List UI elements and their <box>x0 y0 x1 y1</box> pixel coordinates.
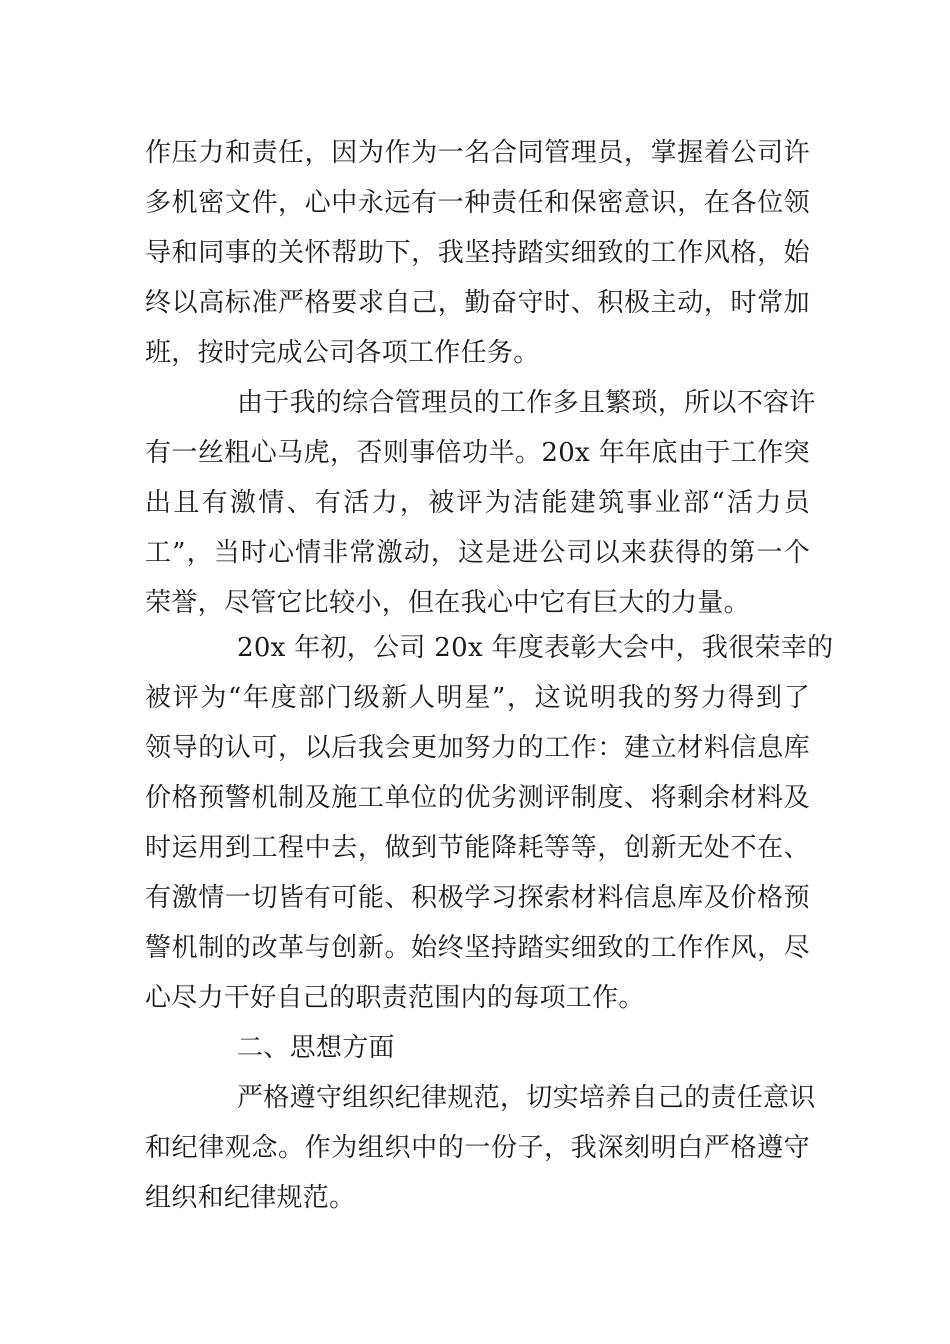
text-line: 班，按时完成公司各项工作任务。 <box>145 338 540 368</box>
text-line: 有一丝粗心马虎，否则事倍功半。20x 年年底由于工作突 <box>145 438 810 468</box>
text-line: 多机密文件，心中永远有一种责任和保密意识，在各位领 <box>145 188 810 218</box>
text-line: 时运用到工程中去，做到节能降耗等等，创新无处不在、 <box>145 833 810 863</box>
text-line: 终以高标准严格要求自己，勤奋守时、积极主动，时常加 <box>145 288 810 318</box>
text-line: 工”，当时心情非常激动，这是进公司以来获得的第一个 <box>145 538 810 568</box>
text-line: 荣誉，尽管它比较小，但在我心中它有巨大的力量。 <box>145 588 750 618</box>
text-line: 价格预警机制及施工单位的优劣测评制度、将剩余材料及 <box>145 783 810 813</box>
text-line: 有激情一切皆有可能、积极学习探索材料信息库及价格预 <box>145 883 810 913</box>
text-line: 组织和纪律规范。 <box>145 1183 356 1213</box>
text-line: 和纪律观念。作为组织中的一份子，我深刻明白严格遵守 <box>145 1133 810 1163</box>
text-line: 领导的认可，以后我会更加努力的工作：建立材料信息库 <box>145 733 810 763</box>
text-line: 由于我的综合管理员的工作多且繁琐，所以不容许 <box>237 388 816 418</box>
text-line: 作压力和责任，因为作为一名合同管理员，掌握着公司许 <box>145 138 810 168</box>
text-line: 出且有激情、有活力，被评为洁能建筑事业部“活力员 <box>145 488 810 518</box>
text-line: 导和同事的关怀帮助下，我坚持踏实细致的工作风格，始 <box>145 238 810 268</box>
text-line: 被评为“年度部门级新人明星”，这说明我的努力得到了 <box>145 683 810 713</box>
text-line: 心尽力干好自己的职责范围内的每项工作。 <box>145 983 645 1013</box>
section-heading: 二、思想方面 <box>237 1033 395 1063</box>
text-line: 严格遵守组织纪律规范，切实培养自己的责任意识 <box>237 1083 816 1113</box>
text-line: 20x 年初，公司 20x 年度表彰大会中，我很荣幸的 <box>237 633 834 663</box>
text-line: 警机制的改革与创新。始终坚持踏实细致的工作作风，尽 <box>145 933 810 963</box>
